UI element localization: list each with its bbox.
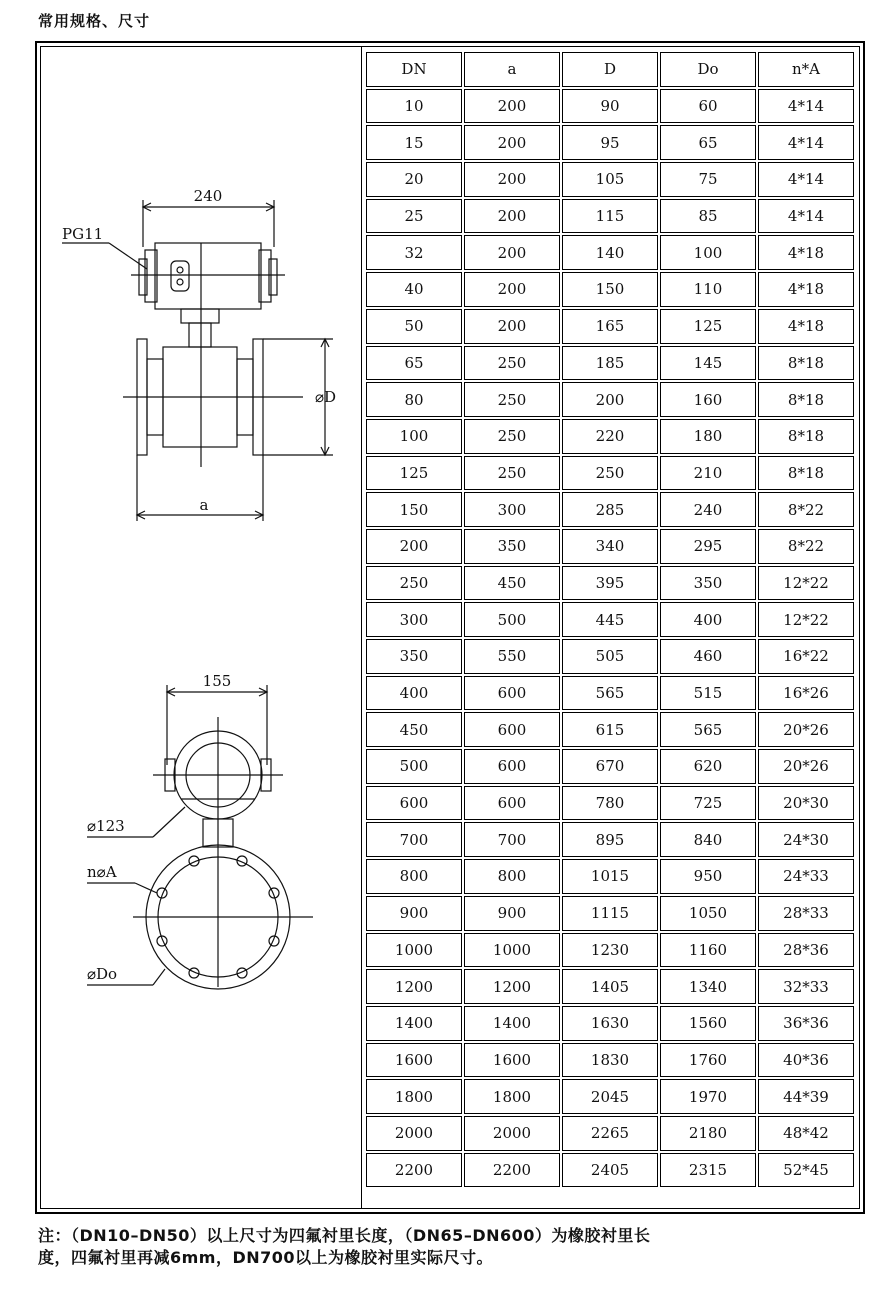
- table-cell: 95: [562, 125, 658, 160]
- table-cell: 8*18: [758, 419, 854, 454]
- table-cell: 150: [366, 492, 462, 527]
- table-row: [366, 492, 854, 527]
- dim-155-text: 155: [202, 672, 232, 690]
- table-cell: 395: [562, 566, 658, 601]
- table-cell: 200: [464, 162, 560, 197]
- table-cell: 220: [562, 419, 658, 454]
- header-cell: DN: [366, 52, 462, 87]
- header-cell: n*A: [758, 52, 854, 87]
- footnote-line-1: 注：（DN10–DN50）以上尺寸为四氟衬里长度，（DN65–DN600）为橡胶衬里长: [38, 1226, 651, 1245]
- table-cell: 1970: [660, 1079, 756, 1114]
- table-row: [366, 1079, 854, 1114]
- table-cell: 600: [464, 786, 560, 821]
- table-cell: 200: [464, 272, 560, 307]
- table-cell: 20: [366, 162, 462, 197]
- table-cell: 500: [464, 602, 560, 637]
- table-cell: 4*18: [758, 235, 854, 270]
- table-cell: 250: [366, 566, 462, 601]
- table-cell: 25: [366, 199, 462, 234]
- table-cell: 85: [660, 199, 756, 234]
- table-cell: 36*36: [758, 1006, 854, 1041]
- table-cell: 24*33: [758, 859, 854, 894]
- table-cell: 1600: [464, 1043, 560, 1078]
- page-heading: 常用规格、尺寸: [38, 12, 151, 30]
- table-cell: 615: [562, 712, 658, 747]
- table-cell: 12*22: [758, 566, 854, 601]
- table-cell: 180: [660, 419, 756, 454]
- table-cell: 200: [464, 235, 560, 270]
- table-row: [366, 639, 854, 674]
- table-cell: 10: [366, 89, 462, 124]
- table-row: [366, 786, 854, 821]
- table-cell: 4*14: [758, 125, 854, 160]
- table-cell: 185: [562, 346, 658, 381]
- table-cell: 160: [660, 382, 756, 417]
- table-row: [366, 822, 854, 857]
- table-cell: 620: [660, 749, 756, 784]
- table-cell: 1115: [562, 896, 658, 931]
- table-cell: 1800: [366, 1079, 462, 1114]
- spec-frame-inner: [40, 46, 860, 1209]
- table-cell: 445: [562, 602, 658, 637]
- table-cell: 1200: [464, 969, 560, 1004]
- table-cell: 1015: [562, 859, 658, 894]
- table-cell: 4*18: [758, 272, 854, 307]
- d123-label: ⌀123: [87, 817, 125, 835]
- table-cell: 115: [562, 199, 658, 234]
- table-cell: 700: [464, 822, 560, 857]
- table-cell: 840: [660, 822, 756, 857]
- table-cell: 250: [464, 382, 560, 417]
- table-cell: 2000: [464, 1116, 560, 1151]
- header-cell: Do: [660, 52, 756, 87]
- table-cell: 2045: [562, 1079, 658, 1114]
- table-cell: 210: [660, 456, 756, 491]
- table-cell: 4*14: [758, 199, 854, 234]
- table-cell: 8*18: [758, 382, 854, 417]
- table-cell: 200: [464, 125, 560, 160]
- table-row: [366, 419, 854, 454]
- table-cell: 4*14: [758, 162, 854, 197]
- table-row: [366, 529, 854, 564]
- table-cell: 2405: [562, 1153, 658, 1188]
- table-cell: 450: [464, 566, 560, 601]
- table-row: [366, 199, 854, 234]
- table-cell: 125: [366, 456, 462, 491]
- table-row: [366, 859, 854, 894]
- d123-leader: [153, 807, 185, 837]
- flowmeter-drawing: [41, 47, 361, 1210]
- table-cell: 20*30: [758, 786, 854, 821]
- na-label: n⌀A: [87, 863, 117, 881]
- table-cell: 200: [366, 529, 462, 564]
- table-cell: 505: [562, 639, 658, 674]
- table-cell: 4*14: [758, 89, 854, 124]
- table-cell: 145: [660, 346, 756, 381]
- table-cell: 900: [464, 896, 560, 931]
- table-cell: 300: [366, 602, 462, 637]
- table-cell: 515: [660, 676, 756, 711]
- table-cell: 400: [660, 602, 756, 637]
- table-cell: 600: [464, 676, 560, 711]
- footnote: [38, 1225, 848, 1269]
- table-row: [366, 1153, 854, 1188]
- table-cell: 350: [366, 639, 462, 674]
- table-row: [366, 125, 854, 160]
- display-window-icon: [171, 261, 189, 291]
- table-cell: 20*26: [758, 749, 854, 784]
- table-row: [366, 602, 854, 637]
- table-cell: 150: [562, 272, 658, 307]
- table-row: [366, 309, 854, 344]
- table-row: [366, 89, 854, 124]
- table-cell: 800: [366, 859, 462, 894]
- table-cell: 50: [366, 309, 462, 344]
- table-cell: 1400: [464, 1006, 560, 1041]
- table-cell: 8*22: [758, 529, 854, 564]
- table-cell: 40: [366, 272, 462, 307]
- table-cell: 600: [366, 786, 462, 821]
- table-cell: 8*22: [758, 492, 854, 527]
- table-cell: 600: [464, 749, 560, 784]
- table-cell: 950: [660, 859, 756, 894]
- table-row: [366, 272, 854, 307]
- do-leader: [153, 969, 165, 985]
- table-cell: 40*36: [758, 1043, 854, 1078]
- table-row: [366, 749, 854, 784]
- do-label: ⌀Do: [87, 965, 118, 983]
- header-cell: a: [464, 52, 560, 87]
- table-cell: 2200: [464, 1153, 560, 1188]
- table-cell: 32*33: [758, 969, 854, 1004]
- table-row: [366, 346, 854, 381]
- table-cell: 350: [660, 566, 756, 601]
- table-cell: 200: [464, 89, 560, 124]
- table-body: [366, 89, 854, 1188]
- table-cell: 285: [562, 492, 658, 527]
- table-cell: 250: [464, 419, 560, 454]
- table-cell: 400: [366, 676, 462, 711]
- table-cell: 8*18: [758, 346, 854, 381]
- table-cell: 90: [562, 89, 658, 124]
- table-row: [366, 933, 854, 968]
- table-cell: 700: [366, 822, 462, 857]
- table-cell: 500: [366, 749, 462, 784]
- pg11-leader: [109, 243, 147, 269]
- table-cell: 780: [562, 786, 658, 821]
- table-cell: 1400: [366, 1006, 462, 1041]
- table-cell: 1160: [660, 933, 756, 968]
- table-cell: 52*45: [758, 1153, 854, 1188]
- table-cell: 24*30: [758, 822, 854, 857]
- header-cell: D: [562, 52, 658, 87]
- table-cell: 250: [464, 346, 560, 381]
- table-cell: 1560: [660, 1006, 756, 1041]
- table-row: [366, 382, 854, 417]
- display-dot-icon: [177, 267, 183, 273]
- table-cell: 2200: [366, 1153, 462, 1188]
- table-cell: 565: [562, 676, 658, 711]
- table-cell: 550: [464, 639, 560, 674]
- table-cell: 900: [366, 896, 462, 931]
- spec-frame: [35, 41, 865, 1214]
- table-cell: 200: [464, 199, 560, 234]
- table-cell: 28*33: [758, 896, 854, 931]
- neck-plate: [181, 309, 219, 323]
- table-header-row: [366, 52, 854, 87]
- table-cell: 100: [660, 235, 756, 270]
- neck-stem: [189, 323, 211, 347]
- table-cell: 300: [464, 492, 560, 527]
- table-cell: 110: [660, 272, 756, 307]
- table-row: [366, 1116, 854, 1151]
- table-cell: 100: [366, 419, 462, 454]
- table-row: [366, 896, 854, 931]
- display-dot-icon: [177, 279, 183, 285]
- table-row: [366, 566, 854, 601]
- table-cell: 450: [366, 712, 462, 747]
- table-cell: 1760: [660, 1043, 756, 1078]
- table-cell: 28*36: [758, 933, 854, 968]
- table-cell: 44*39: [758, 1079, 854, 1114]
- table-cell: 1800: [464, 1079, 560, 1114]
- pg11-label: PG11: [62, 225, 104, 243]
- table-cell: 8*18: [758, 456, 854, 491]
- table-row: [366, 969, 854, 1004]
- table-cell: 1230: [562, 933, 658, 968]
- table-cell: 800: [464, 859, 560, 894]
- table-cell: 4*18: [758, 309, 854, 344]
- table-row: [366, 1043, 854, 1078]
- table-row: [366, 676, 854, 711]
- table-cell: 1600: [366, 1043, 462, 1078]
- table-cell: 48*42: [758, 1116, 854, 1151]
- table-cell: 80: [366, 382, 462, 417]
- table-cell: 2265: [562, 1116, 658, 1151]
- dim-240-text: 240: [193, 187, 223, 205]
- table-cell: 60: [660, 89, 756, 124]
- table-cell: 725: [660, 786, 756, 821]
- table-cell: 350: [464, 529, 560, 564]
- table-cell: 250: [464, 456, 560, 491]
- table-cell: 250: [562, 456, 658, 491]
- table-cell: 340: [562, 529, 658, 564]
- table-cell: 1830: [562, 1043, 658, 1078]
- table-row: [366, 712, 854, 747]
- table-cell: 1340: [660, 969, 756, 1004]
- table-cell: 1200: [366, 969, 462, 1004]
- table-cell: 2000: [366, 1116, 462, 1151]
- table-cell: 295: [660, 529, 756, 564]
- table-cell: 565: [660, 712, 756, 747]
- table-row: [366, 162, 854, 197]
- table-cell: 16*26: [758, 676, 854, 711]
- table-cell: 15: [366, 125, 462, 160]
- table-cell: 20*26: [758, 712, 854, 747]
- table-cell: 1000: [464, 933, 560, 968]
- table-cell: 16*22: [758, 639, 854, 674]
- footnote-line-2: 度，四氟衬里再减6mm，DN700以上为橡胶衬里实际尺寸。: [38, 1248, 494, 1267]
- table-cell: 200: [464, 309, 560, 344]
- table-cell: 75: [660, 162, 756, 197]
- table-cell: 12*22: [758, 602, 854, 637]
- drawing-panel: [41, 47, 362, 1208]
- table-cell: 140: [562, 235, 658, 270]
- table-row: [366, 235, 854, 270]
- spec-table: [364, 50, 856, 1189]
- table-cell: 125: [660, 309, 756, 344]
- table-row: [366, 1006, 854, 1041]
- dim-a-text: a: [199, 496, 209, 514]
- table-cell: 670: [562, 749, 658, 784]
- table-cell: 1000: [366, 933, 462, 968]
- table-cell: 460: [660, 639, 756, 674]
- table-cell: 65: [366, 346, 462, 381]
- table-cell: 1630: [562, 1006, 658, 1041]
- table-cell: 165: [562, 309, 658, 344]
- table-row: [366, 456, 854, 491]
- table-cell: 65: [660, 125, 756, 160]
- table-cell: 240: [660, 492, 756, 527]
- dim-d-text: ⌀D: [315, 388, 337, 406]
- table-cell: 200: [562, 382, 658, 417]
- table-cell: 2315: [660, 1153, 756, 1188]
- table-cell: 895: [562, 822, 658, 857]
- housing-gland-right: [269, 259, 277, 295]
- table-cell: 600: [464, 712, 560, 747]
- table-cell: 1405: [562, 969, 658, 1004]
- table-cell: 2180: [660, 1116, 756, 1151]
- table-cell: 1050: [660, 896, 756, 931]
- table-cell: 105: [562, 162, 658, 197]
- table-cell: 32: [366, 235, 462, 270]
